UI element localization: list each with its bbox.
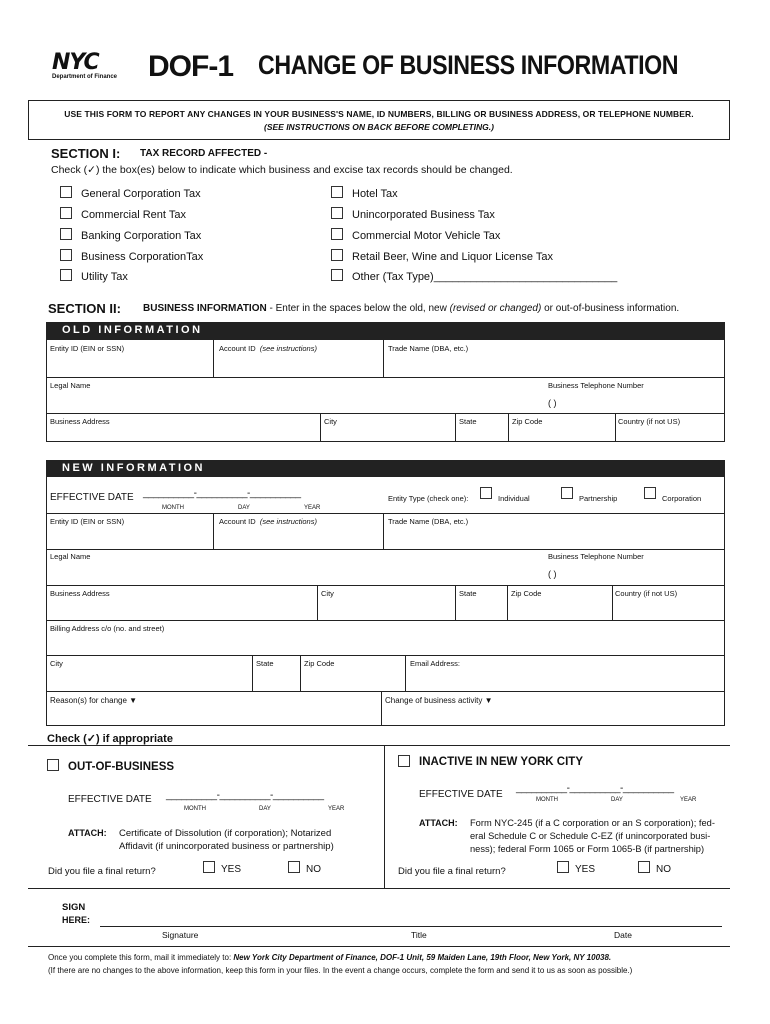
new-col-divider bbox=[317, 585, 318, 620]
title-caption: Title bbox=[411, 930, 427, 940]
entity-type-label: Entity Type (check one): bbox=[388, 494, 469, 503]
old-phone-parens[interactable]: ( ) bbox=[548, 398, 557, 408]
checkbox-banking-corp[interactable] bbox=[60, 228, 72, 240]
label-hotel: Hotel Tax bbox=[352, 188, 398, 200]
new-account-id-text: Account ID bbox=[219, 517, 256, 526]
footer-line2: (If there are no changes to the above information, keep this form in your files. In the event a change occurs, complete the form and send it to us as soon as possible.) bbox=[48, 966, 633, 975]
old-row-divider-1 bbox=[46, 377, 725, 378]
nyc-logo bbox=[52, 52, 117, 80]
section1-heading: SECTION I: bbox=[51, 146, 121, 161]
new-trade-name-input[interactable] bbox=[388, 529, 720, 547]
inactive-label: INACTIVE IN NEW YORK CITY bbox=[419, 756, 583, 768]
oob-attach-line2: Affidavit (if unincorporated business or partnership) bbox=[119, 841, 334, 852]
old-account-id-text: Account ID bbox=[219, 344, 256, 353]
oob-effective-date-blanks[interactable]: __________-__________-__________ bbox=[166, 790, 324, 801]
old-col-divider bbox=[213, 340, 214, 377]
new-phone-label: Business Telephone Number bbox=[548, 552, 644, 561]
reason-input[interactable] bbox=[50, 708, 376, 724]
new-state-label: State bbox=[459, 589, 477, 598]
checkbox-commercial-rent[interactable] bbox=[60, 207, 72, 219]
out-of-business-label: OUT-OF-BUSINESS bbox=[68, 761, 175, 773]
old-phone-label: Business Telephone Number bbox=[548, 381, 644, 390]
old-city-label: City bbox=[324, 417, 337, 426]
oob-checkbox-yes[interactable] bbox=[203, 861, 215, 873]
form-id: DOF-1 bbox=[148, 50, 233, 83]
inactive-year-label: YEAR bbox=[680, 797, 697, 803]
new-col-divider bbox=[381, 691, 382, 726]
old-see-instructions: (see instructions) bbox=[259, 344, 317, 353]
old-row-divider-2 bbox=[46, 413, 725, 414]
inactive-checkbox-yes[interactable] bbox=[557, 861, 569, 873]
check-appropriate-label: Check (✓) if appropriate bbox=[47, 733, 173, 745]
old-zip-label: Zip Code bbox=[512, 417, 543, 426]
old-legal-name-input[interactable] bbox=[50, 393, 530, 411]
oob-checkbox-no[interactable] bbox=[288, 861, 300, 873]
old-account-id-input[interactable] bbox=[219, 356, 379, 374]
inactive-final-return-question: Did you file a final return? bbox=[398, 866, 506, 877]
new-row-divider bbox=[46, 691, 725, 692]
old-info-bar-label: OLD INFORMATION bbox=[62, 324, 203, 336]
old-state-label: State bbox=[459, 417, 477, 426]
checkbox-utility[interactable] bbox=[60, 269, 72, 281]
section2-instr-a: - Enter in the spaces below the old, new bbox=[266, 303, 450, 314]
checkbox-out-of-business[interactable] bbox=[47, 759, 59, 771]
oob-month-label: MONTH bbox=[184, 806, 206, 812]
date-caption: Date bbox=[614, 930, 632, 940]
new-row-divider bbox=[46, 585, 725, 586]
old-account-id-label bbox=[219, 344, 317, 353]
new-country-label: Country (if not US) bbox=[615, 589, 678, 598]
inactive-effective-date-blanks[interactable]: __________-__________-__________ bbox=[516, 783, 674, 794]
label-retail-beer: Retail Beer, Wine and Liquor License Tax bbox=[352, 251, 553, 263]
logo-text: NYC bbox=[52, 50, 99, 75]
inactive-label-no: NO bbox=[656, 864, 671, 875]
label-corporation: Corporation bbox=[662, 494, 702, 503]
old-address-input[interactable] bbox=[50, 428, 316, 440]
checkbox-other[interactable] bbox=[331, 269, 343, 281]
section2-instr-c: or out-of-business information. bbox=[541, 303, 680, 314]
department-name: Department of Finance bbox=[52, 74, 118, 80]
section2-heading: SECTION II: bbox=[48, 301, 121, 316]
email-input[interactable] bbox=[410, 671, 720, 688]
old-col-divider bbox=[455, 413, 456, 442]
new-zip2-label: Zip Code bbox=[304, 659, 335, 668]
oob-attach-label: ATTACH: bbox=[68, 828, 107, 838]
new-legal-name-label: Legal Name bbox=[50, 552, 91, 561]
instructions-line1: USE THIS FORM TO REPORT ANY CHANGES IN YOUR BUSINESS'S NAME, ID NUMBERS, BILLING OR BUSINESS ADDRESS, OR TELEPHONE NUMBER. bbox=[64, 109, 694, 119]
section2-instr-b: (revised or changed) bbox=[449, 303, 542, 314]
new-info-bar bbox=[46, 460, 725, 477]
old-address-label: Business Address bbox=[50, 417, 110, 426]
inactive-label-yes: YES bbox=[575, 864, 596, 875]
new-address-label: Business Address bbox=[50, 589, 110, 598]
footer-line1-a: Once you complete this form, mail it immediately to: bbox=[48, 953, 234, 962]
new-info-bar-label: NEW INFORMATION bbox=[62, 462, 206, 474]
check-top-rule bbox=[28, 745, 730, 746]
old-col-divider bbox=[508, 413, 509, 442]
here-label: HERE: bbox=[62, 915, 91, 925]
new-row-divider bbox=[46, 620, 725, 621]
old-col-divider bbox=[615, 413, 616, 442]
checkbox-retail-beer[interactable] bbox=[331, 249, 343, 261]
signature-caption: Signature bbox=[162, 930, 199, 940]
old-country-label: Country (if not US) bbox=[618, 417, 681, 426]
oob-effective-date-label: EFFECTIVE DATE bbox=[68, 794, 152, 805]
new-row-divider bbox=[46, 655, 725, 656]
inactive-attach-line1: Form NYC-245 (if a C corporation or an S corporation); fed- bbox=[470, 818, 715, 828]
new-col-divider bbox=[383, 513, 384, 549]
old-info-bar bbox=[46, 322, 725, 340]
email-label: Email Address: bbox=[410, 659, 461, 668]
new-legal-name-input[interactable] bbox=[50, 564, 530, 582]
new-col-divider bbox=[507, 585, 508, 620]
oob-label-yes: YES bbox=[221, 864, 242, 875]
label-unincorporated: Unincorporated Business Tax bbox=[352, 209, 495, 221]
sign-label: SIGN bbox=[62, 902, 86, 913]
new-state2-label: State bbox=[256, 659, 274, 668]
checkbox-unincorporated[interactable] bbox=[331, 207, 343, 219]
inactive-attach-line3: ness); federal Form 1065 or Form 1065-B (if partnership) bbox=[470, 844, 705, 854]
new-day-label: DAY bbox=[238, 505, 250, 511]
new-trade-name-label: Trade Name (DBA, etc.) bbox=[388, 517, 469, 526]
checkbox-partnership[interactable] bbox=[561, 487, 573, 499]
label-individual: Individual bbox=[498, 494, 530, 503]
label-commercial-rent: Commercial Rent Tax bbox=[81, 209, 186, 221]
new-month-label: MONTH bbox=[162, 505, 184, 511]
new-entity-id-input[interactable] bbox=[50, 529, 208, 547]
signature-line[interactable] bbox=[100, 926, 722, 927]
reason-label: Reason(s) for change ▼ bbox=[50, 696, 138, 705]
old-col-divider bbox=[383, 340, 384, 377]
section2-subheading: BUSINESS INFORMATION bbox=[143, 303, 267, 314]
new-col-divider bbox=[252, 655, 253, 691]
inactive-effective-date-label: EFFECTIVE DATE bbox=[419, 789, 503, 800]
label-commercial-motor: Commercial Motor Vehicle Tax bbox=[352, 230, 501, 242]
inactive-attach-label: ATTACH: bbox=[419, 818, 458, 828]
label-other: Other (Tax Type)______________________________ bbox=[352, 271, 618, 283]
instructions-box bbox=[28, 100, 730, 140]
footer-rule bbox=[28, 946, 730, 947]
new-effective-date-blanks[interactable]: __________-__________-__________ bbox=[143, 488, 301, 499]
instructions-line2: (SEE INSTRUCTIONS ON BACK BEFORE COMPLETING.) bbox=[264, 122, 494, 132]
checkbox-inactive[interactable] bbox=[398, 755, 410, 767]
billing-address-input[interactable] bbox=[50, 636, 720, 653]
label-business-corp: Business CorporationTax bbox=[81, 251, 204, 263]
checkbox-business-corp[interactable] bbox=[60, 249, 72, 261]
oob-day-label: DAY bbox=[259, 806, 271, 812]
new-city2-label: City bbox=[50, 659, 63, 668]
oob-final-return-question: Did you file a final return? bbox=[48, 866, 156, 877]
activity-input[interactable] bbox=[385, 708, 720, 724]
new-phone-parens[interactable]: ( ) bbox=[548, 569, 557, 579]
section2-instruction bbox=[143, 303, 679, 314]
new-account-id-label bbox=[219, 517, 317, 526]
new-row-divider bbox=[46, 513, 725, 514]
old-entity-id-input[interactable] bbox=[50, 356, 208, 374]
new-col-divider bbox=[612, 585, 613, 620]
inactive-checkbox-no[interactable] bbox=[638, 861, 650, 873]
new-col-divider bbox=[405, 655, 406, 691]
inactive-attach-line2: eral Schedule C or Schedule C-EZ (if unincorporated busi- bbox=[470, 831, 711, 841]
new-col-divider bbox=[455, 585, 456, 620]
checkbox-individual[interactable] bbox=[480, 487, 492, 499]
old-legal-name-label: Legal Name bbox=[50, 381, 91, 390]
checkbox-general-corp[interactable] bbox=[60, 186, 72, 198]
checkbox-corporation[interactable] bbox=[644, 487, 656, 499]
new-zip-label: Zip Code bbox=[511, 589, 542, 598]
checkbox-commercial-motor[interactable] bbox=[331, 228, 343, 240]
activity-label: Change of business activity ▼ bbox=[385, 696, 493, 705]
old-trade-name-label: Trade Name (DBA, etc.) bbox=[388, 344, 469, 353]
oob-year-label: YEAR bbox=[328, 806, 345, 812]
check-center-divider bbox=[384, 745, 385, 888]
oob-label-no: NO bbox=[306, 864, 321, 875]
footer-mailing-address: New York City Department of Finance, DOF-1 Unit, 59 Maiden Lane, 19th Floor, New York, NY 10038. bbox=[233, 953, 612, 962]
checkbox-hotel[interactable] bbox=[331, 186, 343, 198]
new-entity-id-label: Entity ID (EIN or SSN) bbox=[50, 517, 125, 526]
new-account-id-input[interactable] bbox=[219, 529, 379, 547]
inactive-month-label: MONTH bbox=[536, 797, 558, 803]
new-col-divider bbox=[213, 513, 214, 549]
new-see-instructions: (see instructions) bbox=[259, 517, 317, 526]
old-entity-id-label: Entity ID (EIN or SSN) bbox=[50, 344, 125, 353]
new-row-divider bbox=[46, 549, 725, 550]
label-utility: Utility Tax bbox=[81, 271, 128, 283]
label-general-corp: General Corporation Tax bbox=[81, 188, 201, 200]
section1-instruction: Check (✓) the box(es) below to indicate which business and excise tax records should be changed. bbox=[51, 164, 513, 176]
check-bottom-rule bbox=[28, 888, 730, 889]
billing-address-label: Billing Address c/o (no. and street) bbox=[50, 624, 165, 633]
old-trade-name-input[interactable] bbox=[388, 356, 720, 374]
label-partnership: Partnership bbox=[579, 494, 618, 503]
section1-subheading: TAX RECORD AFFECTED - bbox=[140, 148, 268, 159]
footer-line1 bbox=[48, 953, 611, 962]
form-title: CHANGE OF BUSINESS INFORMATION bbox=[258, 50, 679, 80]
old-col-divider bbox=[320, 413, 321, 442]
label-banking-corp: Banking Corporation Tax bbox=[81, 230, 202, 242]
inactive-day-label: DAY bbox=[611, 797, 623, 803]
oob-attach-line1: Certificate of Dissolution (if corporation); Notarized bbox=[119, 828, 332, 839]
new-city-label: City bbox=[321, 589, 334, 598]
new-effective-date-label: EFFECTIVE DATE bbox=[50, 492, 134, 503]
new-col-divider bbox=[300, 655, 301, 691]
new-year-label: YEAR bbox=[304, 505, 321, 511]
